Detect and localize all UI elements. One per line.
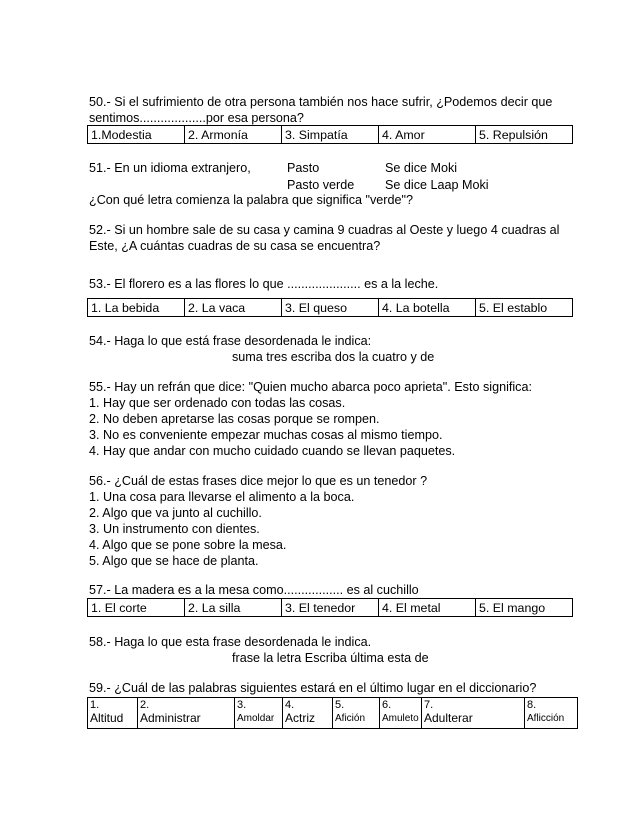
q52-text-line1: 52.- Si un hombre sale de su casa y camina 9 cuadras al Oeste y luego 4 cuadras al: [89, 223, 560, 237]
q58-text: 58.- Haga lo que esta frase desordenada le indica.: [89, 635, 372, 649]
q56-option-4: 4. Algo que se pone sobre la mesa.: [89, 538, 287, 552]
q59-option-8-number: 8.: [527, 699, 537, 711]
q59-option-6: [380, 698, 422, 729]
q52-text-line2: Este, ¿A cuántas cuadras de su casa se encuentra?: [89, 239, 381, 253]
q56-option-1: 1. Una cosa para llevarse el alimento a la boca.: [89, 490, 355, 504]
q59-option-3-word: Amoldar: [237, 713, 275, 724]
q57-option-5: 5. El mango: [476, 599, 573, 617]
q50-text-line1: 50.- Si el sufrimiento de otra persona también nos hace sufrir, ¿Podemos decir que: [89, 95, 553, 109]
q59-option-6-word: Amuleto: [382, 713, 419, 724]
q56-option-5: 5. Algo que se hace de planta.: [89, 554, 259, 568]
q59-option-4-number: 4.: [285, 699, 295, 711]
q59-option-1: [88, 698, 138, 729]
q59-option-2: [138, 698, 235, 729]
q57-option-4: 4. El metal: [379, 599, 476, 617]
q50-option-5: 5. Repulsión: [476, 126, 573, 144]
q59-option-8-word: Aflicción: [527, 713, 565, 724]
q50-text-line2: sentimos...................por esa persona?: [89, 111, 304, 125]
q57-text: 57.- La madera es a la mesa como................. es al cuchillo: [89, 583, 419, 597]
q59-option-7-number: 7.: [424, 699, 434, 711]
q56-option-3: 3. Un instrumento con dientes.: [89, 522, 260, 536]
q59-option-5-word: Afición: [335, 713, 366, 724]
q59-option-4-word: Actriz: [285, 711, 315, 725]
q55-option-1: 1. Hay que ser ordenado con todas las cosas.: [89, 396, 346, 410]
q59-option-1-number: 1.: [90, 699, 100, 711]
q59-option-2-word: Administrar: [140, 711, 201, 725]
q50-option-2: 2. Armonía: [185, 126, 282, 144]
q51-translation2: Se dice Laap Moki: [385, 178, 489, 192]
q59-option-1-word: Altitud: [90, 711, 124, 725]
q50-option-3: 3. Simpatía: [282, 126, 379, 144]
q55-option-2: 2. No deben apretarse las cosas porque se rompen.: [89, 412, 380, 426]
q53-option-3: 3. El queso: [282, 299, 379, 317]
q51-word2: Pasto verde: [287, 178, 355, 192]
q54-text: 54.- Haga lo que está frase desordenada le indica:: [89, 334, 372, 348]
q59-option-5-number: 5.: [335, 699, 345, 711]
q59-options-table: [87, 697, 578, 729]
q51-word1: Pasto: [287, 161, 320, 175]
q59-text: 59.- ¿Cuál de las palabras siguientes estará en el último lugar en el diccionario?: [89, 681, 537, 695]
q55-text: 55.- Hay un refrán que dice: "Quien mucho abarca poco aprieta". Esto significa:: [89, 380, 532, 394]
q55-option-4: 4. Hay que andar con mucho cuidado cuando se llevan paquetes.: [89, 444, 456, 458]
q57-option-2: 2. La silla: [185, 599, 282, 617]
q59-option-4: [283, 698, 333, 729]
q53-option-5: 5. El establo: [476, 299, 573, 317]
q51-translation1: Se dice Moki: [385, 161, 458, 175]
q57-option-1: 1. El corte: [88, 599, 185, 617]
q53-text: 53.- El florero es a las flores lo que ..................... es a la leche.: [89, 277, 439, 291]
q50-options-table: [87, 125, 573, 144]
q53-option-1: 1. La bebida: [88, 299, 185, 317]
q50-option-1: 1.Modestia: [88, 126, 185, 144]
q51-question: ¿Con qué letra comienza la palabra que significa "verde"?: [89, 193, 413, 207]
q59-option-7: [422, 698, 525, 729]
q59-option-8: [525, 698, 578, 729]
q59-option-6-number: 6.: [382, 699, 392, 711]
q59-option-3: [235, 698, 283, 729]
q53-option-4: 4. La botella: [379, 299, 476, 317]
q56-option-2: 2. Algo que va junto al cuchillo.: [89, 506, 262, 520]
q55-option-3: 3. No es conveniente empezar muchas cosas al mismo tiempo.: [89, 428, 443, 442]
q59-option-3-number: 3.: [237, 699, 247, 711]
q54-scrambled-phrase: suma tres escriba dos la cuatro y de: [232, 350, 435, 364]
q58-scrambled-phrase: frase la letra Escriba última esta de: [232, 651, 429, 665]
q53-options-table: [87, 298, 573, 317]
q56-text: 56.- ¿Cuál de estas frases dice mejor lo que es un tenedor ?: [89, 474, 428, 488]
q53-option-2: 2. La vaca: [185, 299, 282, 317]
q51-intro: 51.- En un idioma extranjero,: [89, 161, 251, 175]
q57-options-table: [87, 598, 573, 617]
q59-option-7-word: Adulterar: [424, 711, 473, 725]
q59-option-2-number: 2.: [140, 699, 150, 711]
q59-option-5: [333, 698, 380, 729]
q57-option-3: 3. El tenedor: [282, 599, 379, 617]
q50-option-4: 4. Amor: [379, 126, 476, 144]
